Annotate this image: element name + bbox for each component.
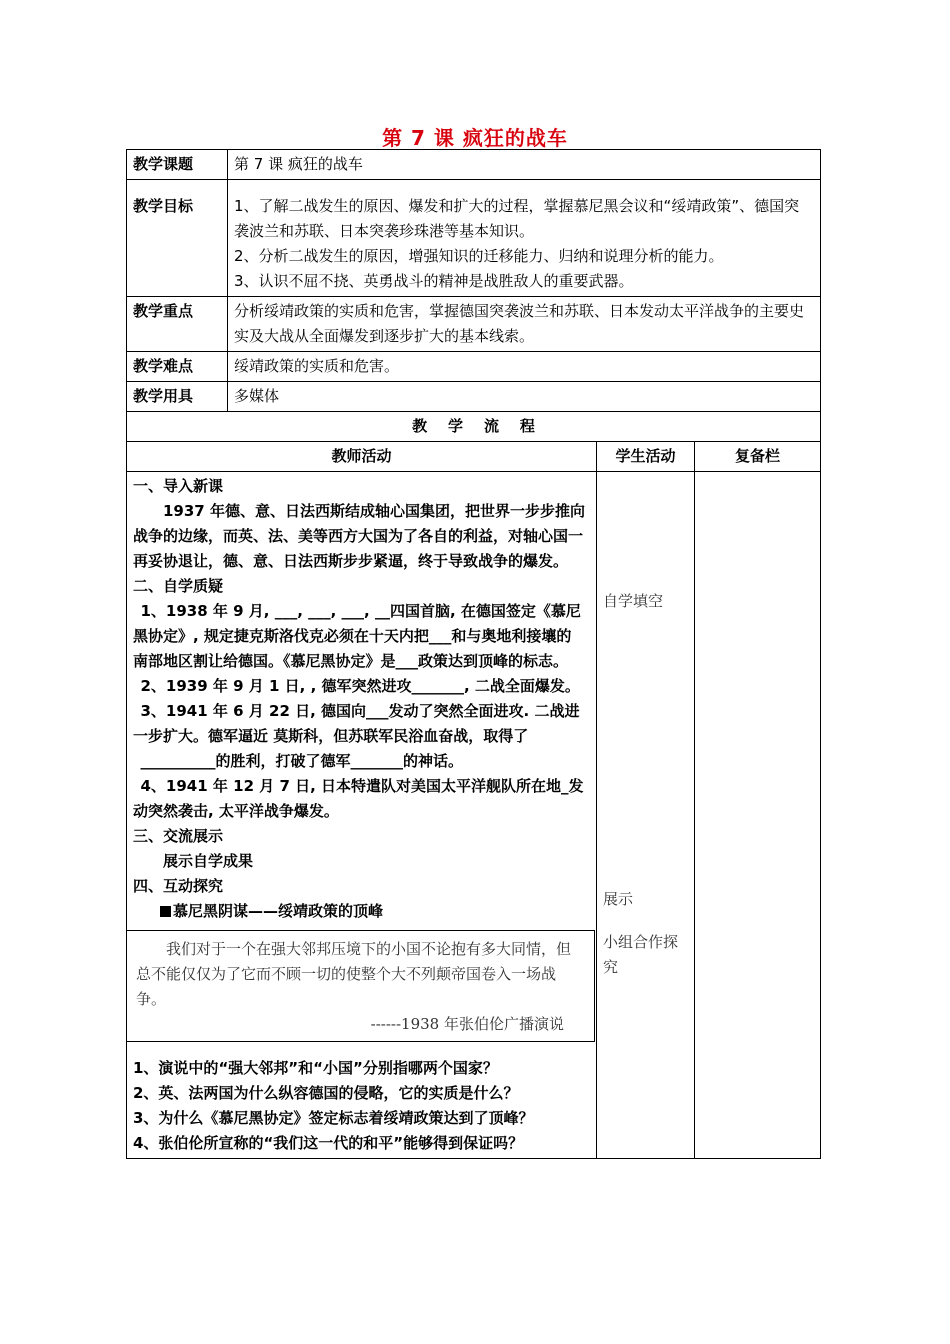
section-2-heading: 二、自学质疑 [133, 577, 224, 595]
student-activity-2: 展示 [603, 890, 634, 908]
student-activity [597, 472, 695, 1159]
row-value: 第 7 课 疯狂的战车 [228, 150, 821, 180]
section-4-subheading [133, 899, 586, 924]
flow-title: 教 学 流 程 [127, 412, 821, 442]
row-label: 教学难点 [127, 352, 228, 382]
discussion-4: 4、张伯伦所宣称的“我们这一代的和平”能够得到保证吗？ [133, 1134, 524, 1152]
question-1: 1、1938 年 9 月, ___, ___, ___, __四国首脑, 在德国签定《慕尼黑协定》, 规定捷克斯洛伐克必须在十天内把___和与奥地利接壤的南部地区割让给德国。《慕尼黑协定》是___政策达到顶峰的标志。 [133, 602, 581, 670]
section-3-body: 展示自学成果 [163, 852, 254, 870]
row-tools [127, 382, 821, 412]
quote-text: 我们对于一个在强大邻邦压境下的小国不论抱有多大同情，但总不能仅仅为了它而不顾一切的使整个大不列颠帝国卷入一场战争。 [136, 940, 572, 1008]
col-review: 复备栏 [695, 442, 821, 472]
objective-1: 1、了解二战发生的原因、爆发和扩大的过程，掌握慕尼黑会议和“绥靖政策”、德国突袭波兰和苏联、日本突袭珍珠港等基本知识。 [234, 197, 800, 240]
row-value: 绥靖政策的实质和危害。 [228, 352, 821, 382]
section-4-heading: 四、互动探究 [133, 877, 224, 895]
row-value: 分析绥靖政策的实质和危害，掌握德国突袭波兰和苏联、日本发动太平洋战争的主要史实及大战从全面爆发到逐步扩大的基本线索。 [228, 297, 821, 352]
review-column [695, 472, 821, 1159]
row-objectives [127, 180, 821, 297]
row-key-points [127, 297, 821, 352]
question-3-cont: __________的胜利，打破了德军_______的神话。 [140, 752, 464, 770]
row-difficulties [127, 352, 821, 382]
square-bullet-icon [160, 906, 171, 917]
student-activity-3: 小组合作探究 [603, 933, 679, 976]
objective-3: 3、认识不屈不挠、英勇战斗的精神是战胜敌人的重要武器。 [234, 272, 634, 290]
question-4: 4、1941 年 12 月 7 日, 日本特遣队对美国太平洋舰队所在地_发动突然袭击, 太平洋战争爆发。 [133, 777, 584, 820]
page-title: 第 7 课 疯狂的战车 [382, 126, 568, 150]
discussion-3: 3、为什么《慕尼黑协定》签定标志着绥靖政策达到了顶峰？ [133, 1109, 534, 1127]
row-label: 教学目标 [127, 180, 228, 297]
column-header-row [127, 442, 821, 472]
row-label: 教学用具 [127, 382, 228, 412]
flow-content-row [127, 472, 821, 1159]
row-label: 教学课题 [127, 150, 228, 180]
col-student: 学生活动 [597, 442, 695, 472]
section-1-body: 1937 年德、意、日法西斯结成轴心国集团，把世界一步步推向战争的边缘，而英、法、美等西方大国为了各自的利益，对轴心国一再妥协退让，德、意、日法西斯步步紧逼，终于导致战争的爆发。 [133, 502, 585, 570]
student-activity-1: 自学填空 [603, 592, 664, 610]
quote-source: ------1938 年张伯伦广播演说 [370, 1015, 564, 1033]
question-2: 2、1939 年 9 月 1 日, , 德军突然进攻_______, 二战全面爆发。 [140, 677, 580, 695]
discussion-2: 2、英、法两国为什么纵容德国的侵略，它的实质是什么？ [133, 1084, 519, 1102]
section-1-heading: 一、导入新课 [133, 477, 224, 495]
quote-box [126, 930, 595, 1042]
subheading-text: 慕尼黑阴谋——绥靖政策的顶峰 [173, 902, 384, 920]
objective-2: 2、分析二战发生的原因，增强知识的迁移能力、归纳和说理分析的能力。 [234, 247, 724, 265]
row-label: 教学重点 [127, 297, 228, 352]
teacher-activity [127, 472, 597, 1159]
section-3-heading: 三、交流展示 [133, 827, 224, 845]
lesson-plan-table [126, 149, 821, 1159]
row-value [228, 180, 821, 297]
question-3: 3、1941 年 6 月 22 日, 德国向___发动了突然全面进攻. 二战进一步扩大。德军逼近 莫斯科，但苏联军民浴血奋战，取得了 [133, 702, 580, 745]
col-teacher: 教师活动 [127, 442, 597, 472]
row-value: 多媒体 [228, 382, 821, 412]
row-topic [127, 150, 821, 180]
discussion-1: 1、演说中的“强大邻邦”和“小国”分别指哪两个国家？ [133, 1059, 498, 1077]
flow-title-row [127, 412, 821, 442]
